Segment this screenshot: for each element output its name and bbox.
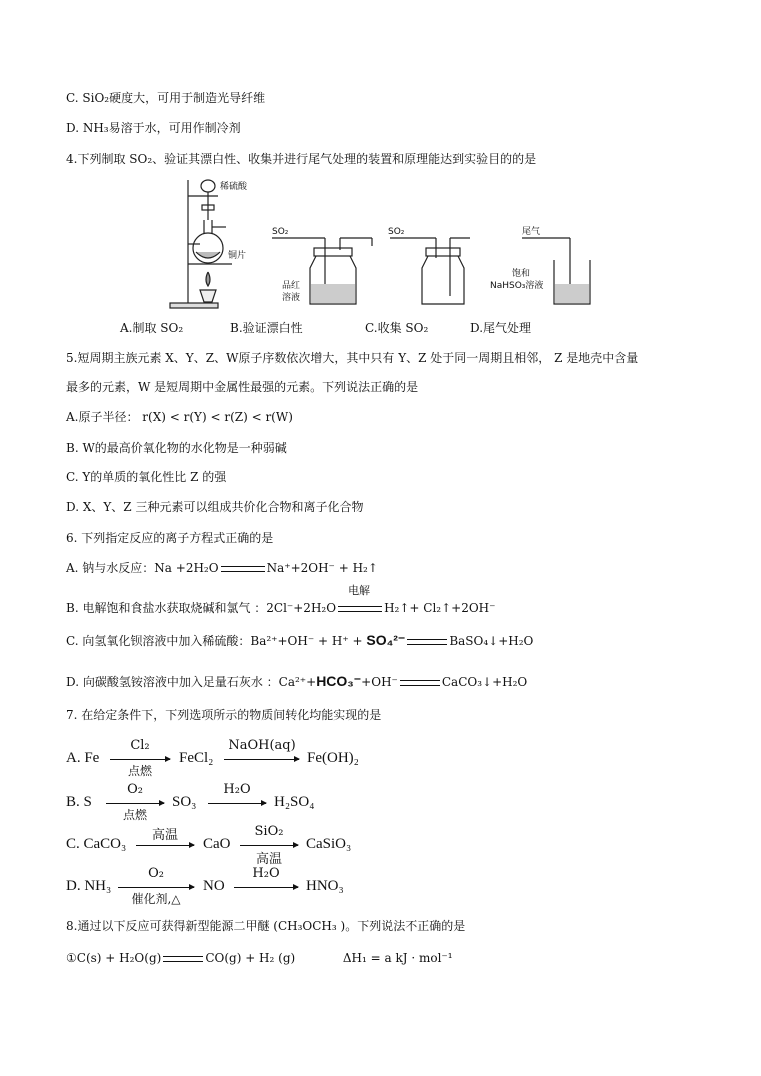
label-copper: 铜片 [228, 251, 247, 261]
q6-option-c [66, 632, 533, 649]
q7-d-reactant: D. NH₃ [66, 878, 112, 894]
electrolysis-sign [336, 583, 384, 617]
q5-option-b: B. W的最高价氧化物的水化物是一种弱碱 [66, 441, 287, 455]
q6-b-right: H₂↑+ Cl₂↑+2OH⁻ [384, 601, 496, 615]
q8-r1-left: ①C(s) + H₂O(g) [66, 951, 162, 965]
q6-d-ion: HCO₃⁻ [316, 673, 362, 689]
q7-c-product1: CaO [203, 836, 231, 852]
q7-a-product1: FeCl₂ [179, 750, 214, 766]
arrow-icon [136, 845, 194, 846]
q8-r1-right: CO(g) + H₂ (g) [205, 951, 296, 965]
q7-a-cond1: Cl₂ [130, 738, 150, 753]
q6-option-b [66, 583, 496, 617]
apparatus-c [390, 238, 470, 304]
q6-option-a [66, 560, 378, 576]
q6-a-left: A. 钠与水反应：Na +2H₂O [66, 561, 219, 575]
q3-option-d: D. NH₃易溶于水，可用作制冷剂 [66, 121, 241, 135]
arrow-icon [118, 887, 194, 888]
q4-option-b: B.验证漂白性 [230, 321, 303, 335]
q8-stem: 8.通过以下反应可获得新型能源二甲醚 (CH₃OCH₃ )。下列说法不正确的是 [66, 919, 466, 933]
q5-stem-line1: 5.短周期主族元素 X、Y、Z、W原子序数依次增大，其中只有 Y、Z 处于同一周期且相邻， Z 是地壳中含量 [66, 351, 639, 365]
arrow-icon [106, 803, 164, 804]
q6-option-d [66, 673, 527, 690]
equal-sign-icon [400, 680, 440, 686]
q7-b-product2: H₂SO₄ [274, 794, 315, 810]
q7-a-cond2: NaOH(aq) [228, 738, 296, 753]
q7-b-under1: 点燃 [122, 808, 147, 822]
apparatus-d [522, 238, 590, 304]
q5-option-d: D. X、Y、Z 三种元素可以组成共价化合物和离子化合物 [66, 500, 364, 514]
q8-reaction-1 [66, 950, 453, 966]
q7-b-product1: SO₃ [172, 794, 197, 810]
equal-sign-icon [221, 566, 265, 572]
q6-c-right: BaSO₄↓+H₂O [449, 634, 534, 648]
arrow-icon [208, 803, 266, 804]
q4-option-a: A.制取 SO₂ [120, 321, 184, 335]
q7-d-product2: HNO₃ [306, 878, 344, 894]
q6-d-right: CaCO₃↓+H₂O [441, 675, 528, 689]
q7-a-under1: 点燃 [127, 764, 152, 778]
q6-b-condition: 电解 [348, 583, 371, 597]
q4-apparatus-figure [160, 172, 600, 312]
arrow-icon [224, 759, 299, 760]
label-tail-gas: 尾气 [522, 227, 541, 237]
q7-d-under1: 催化剂,△ [131, 892, 181, 906]
q6-a-right: Na⁺+2OH⁻ + H₂↑ [266, 561, 378, 575]
q3-option-c: C. SiO₂硬度大，可用于制造光导纤维 [66, 91, 266, 105]
label-pinhong-1: 品红 [282, 281, 301, 291]
q7-d-cond2: H₂O [252, 866, 280, 881]
q7-a-reactant: A. Fe [66, 750, 100, 766]
arrow-icon [240, 845, 298, 846]
q8-r1-dh: ΔH₁ = a kJ · mol⁻¹ [342, 951, 453, 965]
q7-c-product2: CaSiO₃ [306, 836, 352, 852]
label-dilute-acid: 稀硫酸 [220, 182, 248, 192]
q6-c-ion: SO₄²⁻ [366, 632, 406, 648]
q7-c-cond1: 高温 [151, 828, 178, 843]
q7-b-cond1: O₂ [127, 782, 143, 797]
q5-option-c: C. Y的单质的氧化性比 Z 的强 [66, 470, 227, 484]
q7-d-product1: NO [203, 878, 225, 894]
label-pinhong-2: 溶液 [282, 293, 301, 303]
label-saturated-2: NaHSO₃溶液 [490, 281, 544, 291]
q4-option-c: C.收集 SO₂ [365, 321, 429, 335]
q5-option-a: A.原子半径： r(X) < r(Y) < r(Z) < r(W) [66, 410, 293, 424]
arrow-icon [110, 759, 170, 760]
q4-stem: 4.下列制取 SO₂、验证其漂白性、收集并进行尾气处理的装置和原理能达到实验目的的是 [66, 152, 537, 166]
q6-c-left: C. 向氢氧化钡溶液中加入稀硫酸：Ba²⁺+OH⁻ + H⁺ + [66, 634, 363, 648]
arrow-icon [234, 887, 298, 888]
q6-stem: 6. 下列指定反应的离子方程式正确的是 [66, 531, 274, 545]
q7-c-under2: 高温 [255, 852, 282, 867]
equal-sign-icon [407, 639, 447, 645]
equal-sign-icon [163, 956, 203, 962]
q5-stem-line2: 最多的元素，W 是短周期中金属性最强的元素。下列说法正确的是 [66, 380, 419, 394]
label-so2-c: SO₂ [388, 227, 405, 237]
q4-option-d: D.尾气处理 [470, 321, 532, 335]
q7-b-cond2: H₂O [223, 782, 251, 797]
label-so2-b: SO₂ [272, 227, 289, 237]
q6-d-left: D. 向碳酸氢铵溶液中加入足量石灰水 ：Ca²⁺+ [66, 675, 317, 689]
label-saturated-1: 饱和 [512, 269, 531, 279]
q7-stem: 7. 在给定条件下，下列选项所示的物质间转化均能实现的是 [66, 708, 382, 722]
q7-a-product2: Fe(OH)₂ [307, 750, 359, 766]
equal-sign-icon [338, 606, 382, 612]
q6-b-left: B. 电解饱和食盐水获取烧碱和氯气 ：2Cl⁻+2H₂O [66, 601, 337, 615]
q7-d-cond1: O₂ [148, 866, 164, 881]
q7-b-reactant: B. S [66, 794, 92, 810]
apparatus-a [170, 180, 232, 308]
q7-c-cond2: SiO₂ [254, 824, 284, 839]
q6-d-mid: +OH⁻ [361, 675, 398, 689]
q7-c-reactant: C. CaCO₃ [66, 836, 127, 852]
